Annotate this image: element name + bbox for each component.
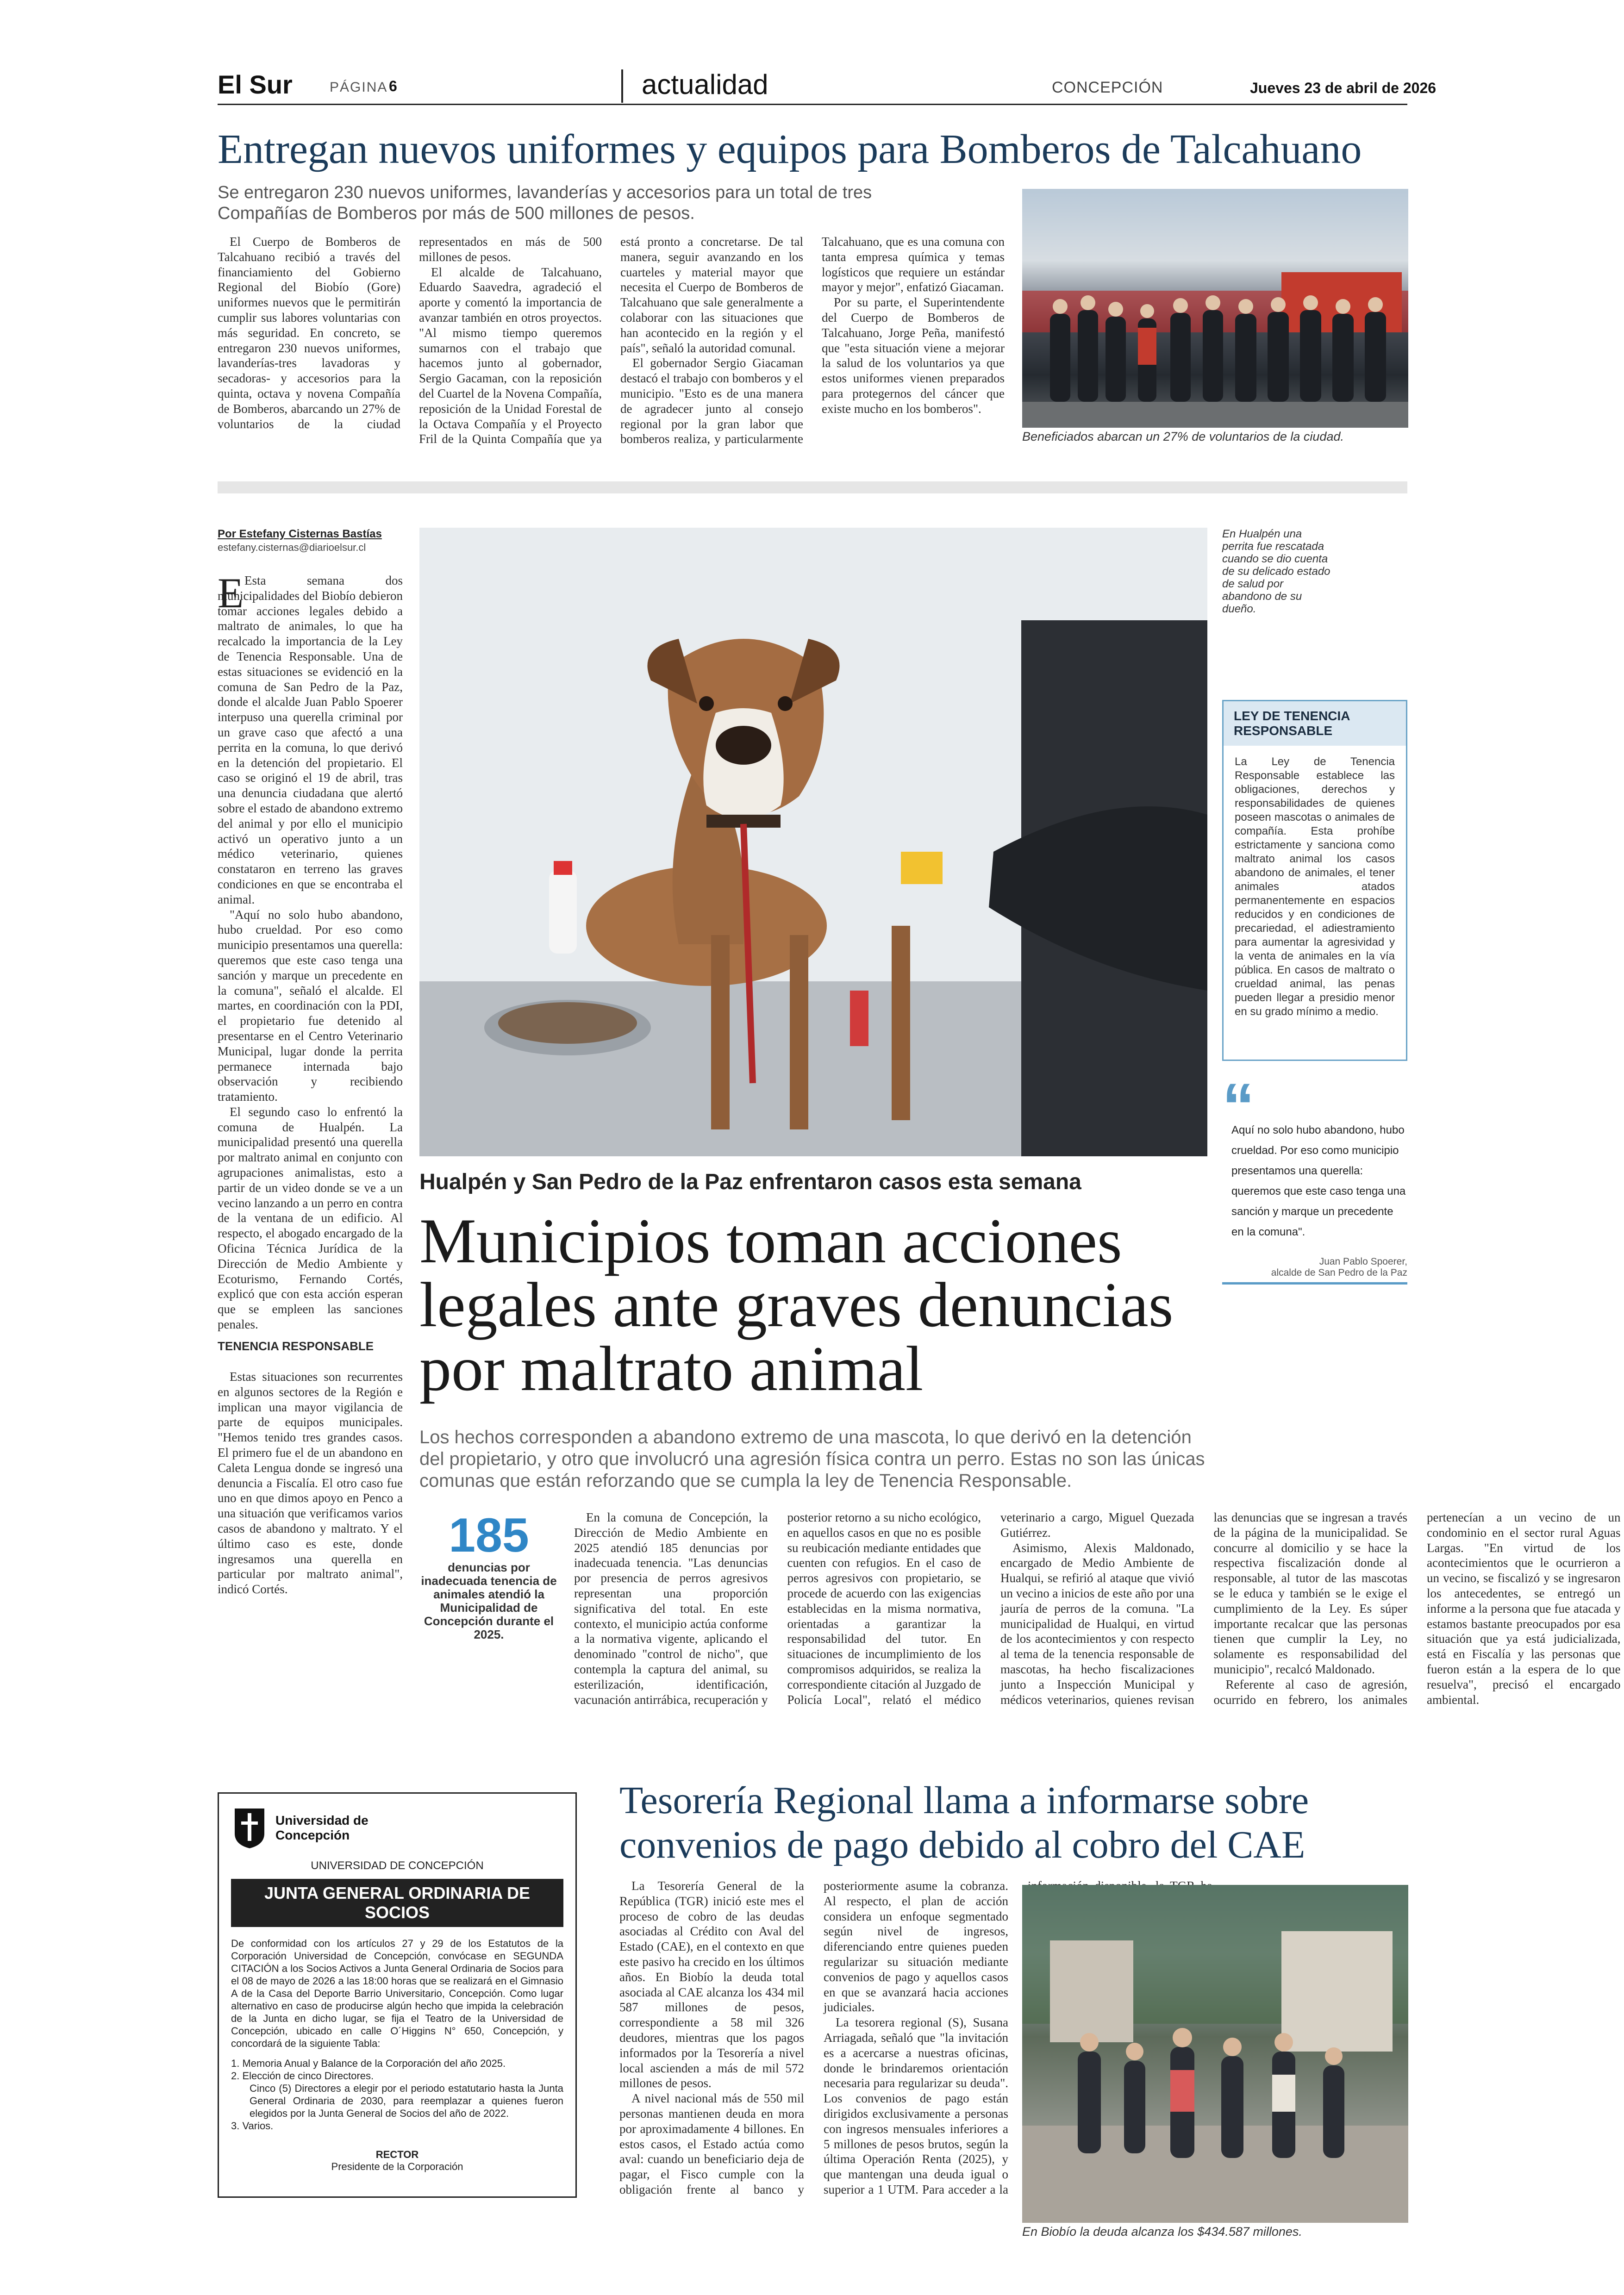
paragraph: Estas situaciones son recurrentes en algunos sectores de la Región e implican una mayor vigilancia de parte de equipos municipales. "Hemos tenido tres grandes casos. El primero fue el de un abandono en Caleta Lengua donde se ingresó una denuncia a Fiscalía. El otro caso fue uno en que dimos apoyo en Penco a una situación que verificamos varios casos de abandono y maltrato. Y el último caso es este, donde ingresamos una querella en particular por maltrato animal", indicó Cortés. bbox=[218, 1370, 403, 1597]
dog-photo bbox=[419, 528, 1207, 1156]
photo-caption: En Biobío la deuda alcanza los $434.587 millones. bbox=[1022, 2225, 1302, 2239]
ad-signature-role: Presidente de la Corporación bbox=[331, 2161, 463, 2172]
brand-logo: El Sur bbox=[218, 70, 293, 99]
subheading: TENENCIA RESPONSABLE bbox=[218, 1339, 374, 1353]
article-deck: Se entregaron 230 nuevos uniformes, lavanderías y accesorios para un total de tres Compañías de Bomberos por más de 500 millones de pesos. bbox=[218, 183, 872, 223]
stat-text: denuncias por inadecuada tenencia de animales atendió la Municipalidad de Concepción durante el 2025. bbox=[421, 1560, 557, 1641]
students-illustration bbox=[1022, 1885, 1408, 2223]
paragraph: "Aquí no solo hubo abandono, hubo crueldad. Por eso como municipio presentamos una querella: queremos que este caso tenga una sanción y marque un precedente en la comuna", señaló el alcalde. El martes, en coordinación con la PDI, el propietario fue detenido al presentarse en el Centro Veterinario Municipal, lugar donde la perrita permanece internada bajo observación y recibiendo tratamiento. bbox=[218, 907, 403, 1104]
paragraph: La tesorera regional (S), Susana Arriagada, señaló que "la invitación es a acercarse a nuestras oficinas, donde le brindaremos orientación necesaria para regularizar su deuda". Los convenios de pago están dirigidos exclusivamente a personas con ingresos mensuales inferiores a 5 millones de pesos brutos, según la última Operación Renta (2025), y que mantengan una deuda igual o superior a 1 UTM. Para acceder a la bbox=[824, 2015, 1008, 2196]
paragraph: Por su parte, el Superintendente del Cuerpo de Bomberos de Talcahuano, Jorge Peña, manifestó que "esta situación viene a mejorar la salud de los voluntarios ya que estos uniformes vienen preparados para protegernos del cáncer que existe mucho en los bomberos". bbox=[822, 295, 1005, 416]
article-body bbox=[218, 234, 1005, 452]
stat-box bbox=[419, 1510, 558, 1641]
quote-text: Aquí no solo hubo abandono, hubo crueldad. Por eso como municipio presentamos una querella: queremos que este caso tenga una sanción y marque un precedente en la comuna". bbox=[1231, 1124, 1406, 1238]
agenda-item: 1. Memoria Anual y Balance de la Corporación del año 2025. bbox=[231, 2058, 506, 2069]
ad-body: De conformidad con los artículos 27 y 29 de los Estatutos de la Corporación Universidad de Concepción, convócase en SEGUNDA CITACIÓN a los Socios Activos a Junta General Ordinaria de Socios para el 08 de mayo de 2026 a las 18:00 horas que se realizará en el Gimnasio A de la Casa del Deporte Barrio Universitario, Concepción. Como lugar alternativo en caso de producirse algún hecho que impida la celebración de la Junta en dicho lugar, se fija el Teatro de la Universidad de Concepción, ubicado en calle O´Higgins N° 650, Concepción, y concordará de la siguiente Tabla: bbox=[231, 1938, 563, 2049]
paragraph: Asimismo, Alexis Maldonado, encargado de Medio Ambiente de Hualqui, se refirió al ataque que vivió un vecino a inicios de este año por una jauría de perros de la comuna. "La municipalidad de Hualqui, en virtud de los acontecimientos y con respecto al tema de la tenencia responsable de mascotas, ha hecho fiscalizaciones junto a Inspección Municipal y médicos veterinarios, quienes revisan las denuncias que se ingresan a través de la página de la municipalidad. Se concurre al domicilio y se hace la respectiva fiscalización donde al responsable, al tutor de las mascotas se le educa y también se le exige el cumplimiento de la Ley. Es súper importante recalcar que las personas tienen que cumplir la Ley, no solamente es responsabilidad del municipio", recalcó Maldonado. bbox=[1000, 1510, 1407, 1707]
agenda-item: Cinco (5) Directores a elegir por el periodo estatutario hasta la Junta General Ordinaria de 2030, para reemplazar a quienes fueron elegidos por la Junta General de Socios del año de 2022. bbox=[250, 2083, 563, 2119]
firefighters-illustration bbox=[1022, 189, 1408, 428]
paragraph: En la comuna de Concepción, la Dirección de Medio Ambiente en 2025 atendió 185 denuncias por inadecuada tenencia. "Las denuncias por presencia de perros agresivos representan una proporción significativa del total. En este contexto, el municipio actúa conforme a la normativa vigente, aplicando el denominado "control de nicho", que contempla la captura del animal, su esterilización, identificación, vacunación antirrábica, recuperación y posterior retorno a su nicho ecológico, en aquellos casos en que no es posible su reubicación mediante entidades que cuenten con refugios. En el caso de perros agresivos con propietario, se procede de acuerdo con las exigencias establecidas en la misma normativa, orientadas a garantizar la responsabilidad del tutor. En situaciones de incumplimiento de los compromisos adquiridos, se realiza la correspondiente citación al Juzgado de Policía Local", relató el médico veterinario a cargo, Miguel Quezada Gutiérrez. bbox=[574, 1510, 1194, 1707]
ad-junta-socios bbox=[218, 1792, 577, 2198]
article-body-cols bbox=[574, 1510, 1621, 1714]
paragraph: El Cuerpo de Bomberos de Talcahuano recibió a través del financiamiento del Gobierno Regional del Biobío (Gore) uniformes nuevos que le permitirán cumplir sus labores voluntarias con más seguridad. En concreto, se entregaron 230 nuevos uniformes, lavanderías-tres lavadoras y secadoras- y accesorios para la quinta, octava y novena Compañía de Bomberos, abarcando un 27% de voluntarios de la ciudad representados en más de 500 millones de pesos. bbox=[218, 235, 602, 431]
info-box-text: La Ley de Tenencia Responsable establece las obligaciones, derechos y responsabilidades de quienes poseen mascotas o animales de compañía. Esta prohíbe estrictamente y sanciona como maltrato animal los casos abandono de animales, el tener animales atados permanentemente en espacios reducidos y en condiciones de precariedad, el adiestramiento para aumentar la agresividad y la venta de animales en la vía pública. En casos de maltrato o crueldad animal, las penas pueden llegar a presidio menor en su grado mínimo a medio. bbox=[1235, 755, 1395, 1018]
paragraph: A nivel nacional más de 550 mil personas mantienen deuda en mora por aproximadamente 4 billones. En estos casos, el Estado actúa como aval: cuando un beneficiario deja de pagar, el Fisco cumple con la obligación frente al banco y posteriormente asume la cobranza. Al respecto, el plan de acción considera un enfoque segmentado según nivel de ingresos, diferenciando entre quienes pueden regularizar su situación mediante convenios de pago y aquellos casos en que se avanzará hacia acciones judiciales. bbox=[619, 1879, 1008, 2196]
article-body-col1b bbox=[218, 1369, 403, 1597]
boxer-dog-illustration bbox=[419, 528, 1207, 1156]
article-kicker: Hualpén y San Pedro de la Paz enfrentaron casos esta semana bbox=[419, 1170, 1081, 1194]
photo-caption: Beneficiados abarcan un 27% de voluntarios de la ciudad. bbox=[1022, 430, 1344, 443]
byline: Por Estefany Cisternas Bastías bbox=[218, 528, 382, 540]
photo-caption: En Hualpén una perrita fue rescatada cuando se dio cuenta de su delicado estado de salud por abandono de su dueño. bbox=[1222, 528, 1330, 615]
article-title: Entregan nuevos uniformes y equipos para Bomberos de Talcahuano bbox=[218, 126, 1362, 172]
article-title: Tesorería Regional llama a informarse sobre convenios de pago debido al cobro del CAE bbox=[619, 1779, 1309, 1866]
paragraph: Referente al caso de agresión, ocurrido en febrero, los animales pertenecían a un vecino de un condominio en el sector rural Aguas Largas. "En virtud de los acontecimientos que le ocurrieron a un vecino, se fiscalizó y se ingresaron los antecedentes, se entregó un informe a la persona que fue atacada y estamos bastante preocupados por esa situación que ya está judicializada, está en Fiscalía y las personas que fueron están a la espera de lo que resuelva", precisó el encargado ambiental. bbox=[1213, 1510, 1621, 1707]
quote-author: Juan Pablo Spoerer, bbox=[1319, 1256, 1407, 1267]
section-separator bbox=[218, 481, 1407, 493]
agenda-item: 2. Elección de cinco Directores. bbox=[231, 2070, 374, 2082]
university-shield-icon bbox=[231, 1806, 268, 1850]
ad-logo-row bbox=[231, 1806, 563, 1850]
date-label: Jueves 23 de abril de 2026 bbox=[1250, 80, 1437, 96]
agenda-item: 3. Varios. bbox=[231, 2120, 274, 2132]
paragraph: El gobernador Sergio Giacaman destacó el trabajo con bomberos y el municipio. "Esto es de una manera de agradecer junto al consejo regional por la gran labor que bomberos realiza, y particularmente Talcahuano, que es una comuna con tanta empresa química y temas logísticos que requiere un estándar mayor y mejor", enfatizó Giacaman. bbox=[620, 235, 1005, 446]
article-title: Municipios toman acciones legales ante graves denuncias por maltrato animal bbox=[419, 1205, 1174, 1404]
city-label: CONCEPCIÓN bbox=[1052, 79, 1163, 96]
pull-quote bbox=[1222, 1070, 1407, 1285]
section-name: actualidad bbox=[642, 69, 768, 100]
drop-cap: E bbox=[218, 569, 244, 617]
ad-org: UNIVERSIDAD DE CONCEPCIÓN bbox=[311, 1859, 484, 1872]
firefighters-photo bbox=[1022, 189, 1408, 428]
stat-number: 185 bbox=[449, 1509, 529, 1562]
paragraph: E Esta semana dos municipalidades del Biobío debieron tomar acciones legales debido a maltrato de animales, lo que ha recalcado la importancia de la Ley de Tenencia Responsable. Una de estas situaciones se evidenció en la comuna de San Pedro de la Paz, donde el alcalde Juan Pablo Spoerer interpuso una querella criminal por un grave caso que afectó a una perrita en la comuna, lo que derivó en la detención del propietario. El caso se originó el 19 de abril, tras una denuncia ciudadana que alertó sobre el estado de abandono extremo del animal y por ello el municipio activó un operativo junto a un médico veterinario, quienes constataron en terreno las graves condiciones en que se encontraba el animal. bbox=[218, 569, 403, 906]
quote-mark: “ bbox=[1222, 1070, 1255, 1142]
article-deck: Los hechos corresponden a abandono extremo de una mascota, lo que derivó en la detención del propietario, y otro que involucró una agresión física contra un perro. Estas no son las únicas comunas que están reforzando que se cumpla la ley de Tenencia Responsable. bbox=[419, 1427, 1205, 1491]
ad-agenda bbox=[231, 2057, 563, 2132]
paragraph: El segundo caso lo enfrentó la comuna de Hualpén. La municipalidad presentó una querella por maltrato animal en conjunto con agrupaciones animalistas, esto a partir de un video donde se ve a un vecino lanzando a un perro en contra de la ventana de un edificio. Al respecto, el abogado encargado de la Oficina Técnica Jurídica de la Dirección de Medio Ambiente y Ecoturismo, Fernando Cortés, explicó que con esta acción esperan que se empleen las sanciones penales. bbox=[218, 1104, 403, 1332]
page-label: PÁGINA bbox=[330, 80, 388, 95]
header-rule bbox=[218, 104, 1407, 105]
info-box-title: LEY DE TENENCIA RESPONSABLE bbox=[1224, 701, 1406, 746]
paragraph: La Tesorería General de la República (TGR) inició este mes el proceso de cobro de las deudas asociadas al Crédito con Aval del Estado (CAE), en el contexto en que este pasivo ha crecido en los últimos años. En Biobío la deuda total asociada al CAE alcanza los 434 mil 587 millones de pesos, correspondiente a 58 mil 326 deudores, mientras que los pagos informados por la Tesorería a nivel local ascienden a más de mil 572 millones de pesos. bbox=[619, 1879, 804, 2090]
ad-signature: RECTOR bbox=[375, 2149, 419, 2160]
ad-logo-text: Universidad de Concepción bbox=[275, 1813, 369, 1842]
paragraph: El alcalde de Talcahuano, Eduardo Saavedra, agradeció el aporte y comentó la importancia de avanzar también en otros proyectos. "Al mismo tiempo queremos sumarnos con el trabajo que hacemos junto al gobernador, Sergio Gacaman, con la reposición del Cuartel de la Novena Compañía, reposición de la Unidad Forestal de la Octava Compañía y el Proyecto Fril de la Quinta Compañía que ya está pronto a concretarse. De tal manera, seguir avanzando en los cuarteles y material mayor que necesita el Cuerpo de Bomberos de Talcahuano que sale generalmente a colaborar con las situaciones que han acontecido en la región y el país", señaló la autoridad comunal. bbox=[419, 235, 803, 446]
quote-rule bbox=[1222, 1282, 1407, 1285]
ad-title: JUNTA GENERAL ORDINARIA DE SOCIOS bbox=[231, 1879, 563, 1927]
page-number: 6 bbox=[389, 78, 397, 94]
students-photo bbox=[1022, 1885, 1408, 2223]
article-body-col1 bbox=[218, 569, 403, 1354]
quote-author-role: alcalde de San Pedro de la Paz bbox=[1271, 1267, 1407, 1278]
article-body bbox=[619, 1878, 1008, 2198]
header-divider bbox=[621, 69, 623, 103]
byline-email[interactable]: estefany.cisternas@diarioelsur.cl bbox=[218, 542, 366, 553]
info-box bbox=[1222, 700, 1407, 1061]
